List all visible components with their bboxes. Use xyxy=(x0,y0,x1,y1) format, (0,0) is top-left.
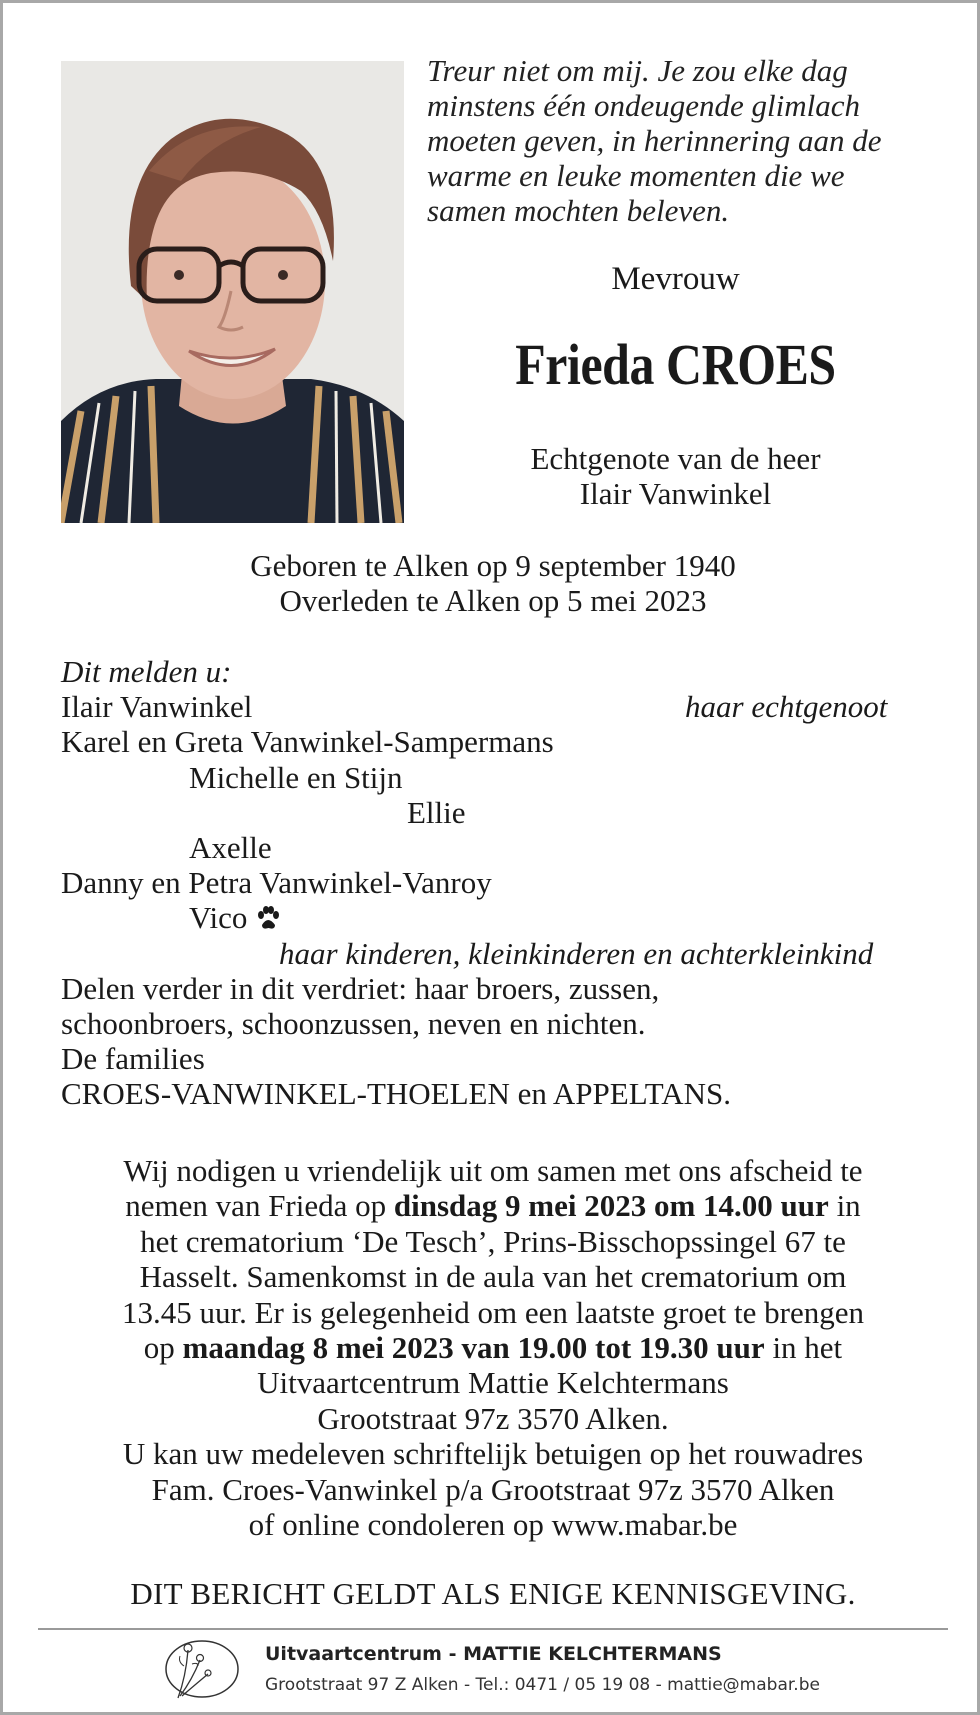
funeral-home-name: Uitvaartcentrum - MATTIE KELCHTERMANS xyxy=(265,1643,722,1665)
memorial-verse xyxy=(427,53,947,228)
invite-line: Fam. Croes-Vanwinkel p/a Grootstraat 97z 3570 Alken xyxy=(151,1471,835,1507)
spouse-info xyxy=(413,441,938,511)
mourner-family: Karel en Greta Vanwinkel-Sampermans xyxy=(61,724,554,760)
deceased-name: Frieda CROES xyxy=(515,332,836,397)
children-role-note: haar kinderen, kleinkinderen en achterkleinkind xyxy=(279,935,874,971)
mourner-family: Danny en Petra Vanwinkel-Vanroy xyxy=(61,865,492,901)
invite-line: Hasselt. Samenkomst in de aula van het crematorium om xyxy=(139,1259,847,1295)
invite-text: in het xyxy=(764,1330,843,1366)
mourner-grandchild: Vico xyxy=(189,900,248,936)
paw-print-icon xyxy=(255,903,281,938)
ceremony-datetime: dinsdag 9 mei 2023 om 14.00 uur xyxy=(393,1188,829,1224)
mourner-row xyxy=(61,689,941,724)
verse-line: moeten geven, in herinnering aan de xyxy=(427,123,882,158)
verse-line: Treur niet om mij. Je zou elke dag xyxy=(427,53,848,88)
honorific: Mevrouw xyxy=(611,261,740,297)
portrait-photo xyxy=(61,61,404,523)
extended-family-line: De families xyxy=(61,1041,205,1077)
invite-line: Grootstraat 97z 3570 Alken. xyxy=(317,1400,669,1436)
invite-line: of online condoleren op www.mabar.be xyxy=(248,1507,738,1543)
invite-line: U kan uw medeleven schriftelijk betuigen op het rouwadres xyxy=(122,1436,864,1472)
extended-family-line: Delen verder in dit verdriet: haar broers, zussen, xyxy=(61,970,660,1006)
mourner-grandchild: Michelle en Stijn xyxy=(189,759,403,795)
visitation-datetime: maandag 8 mei 2023 van 19.00 tot 19.30 uur xyxy=(182,1330,765,1366)
extended-family-line: schoonbroers, schoonzussen, neven en nichten. xyxy=(61,1005,646,1041)
spouse-label: Echtgenote van de heer xyxy=(530,441,821,476)
invite-text: op xyxy=(143,1330,183,1366)
invite-line: Wij nodigen u vriendelijk uit om samen met ons afscheid te xyxy=(123,1153,863,1188)
invite-line: Uitvaartcentrum Mattie Kelchtermans xyxy=(257,1365,729,1401)
spouse-name: Ilair Vanwinkel xyxy=(579,476,772,511)
mourners-intro: Dit melden u: xyxy=(61,654,232,689)
mourner-pet-row xyxy=(61,900,941,935)
funeral-home-address: Grootstraat 97 Z Alken - Tel.: 0471 / 05 19 08 - mattie@mabar.be xyxy=(265,1675,820,1695)
verse-line: samen mochten beleven. xyxy=(427,193,730,228)
verse-line: minstens één ondeugende glimlach xyxy=(427,88,861,123)
footer-divider xyxy=(38,1628,948,1630)
mourner-great-grandchild: Ellie xyxy=(407,794,466,830)
flower-logo-icon xyxy=(158,1636,242,1706)
invite-line xyxy=(3,1330,980,1365)
death-date: Overleden te Alken op 5 mei 2023 xyxy=(279,583,707,618)
mourner-role: haar echtgenoot xyxy=(685,689,888,725)
mourner-name: Ilair Vanwinkel xyxy=(61,689,253,725)
extended-family-line: CROES-VANWINKEL-THOELEN en APPELTANS. xyxy=(61,1076,732,1112)
invite-line xyxy=(3,1188,980,1223)
birth-date: Geboren te Alken op 9 september 1940 xyxy=(250,548,736,583)
mourners-list xyxy=(61,654,941,1111)
invite-text: nemen van Frieda op xyxy=(125,1188,394,1224)
funeral-invitation xyxy=(3,1153,980,1542)
invite-line: 13.45 uur. Er is gelegenheid om een laatste groet te brengen xyxy=(121,1294,865,1330)
sole-notice: DIT BERICHT GELDT ALS ENIGE KENNISGEVING. xyxy=(130,1576,856,1611)
verse-line: warme en leuke momenten die we xyxy=(427,158,845,193)
mourner-grandchild: Axelle xyxy=(189,829,272,865)
life-dates xyxy=(3,548,980,618)
invite-line: het crematorium ‘De Tesch’, Prins-Bisschopssingel 67 te xyxy=(140,1223,846,1259)
invite-text: in xyxy=(828,1188,861,1224)
